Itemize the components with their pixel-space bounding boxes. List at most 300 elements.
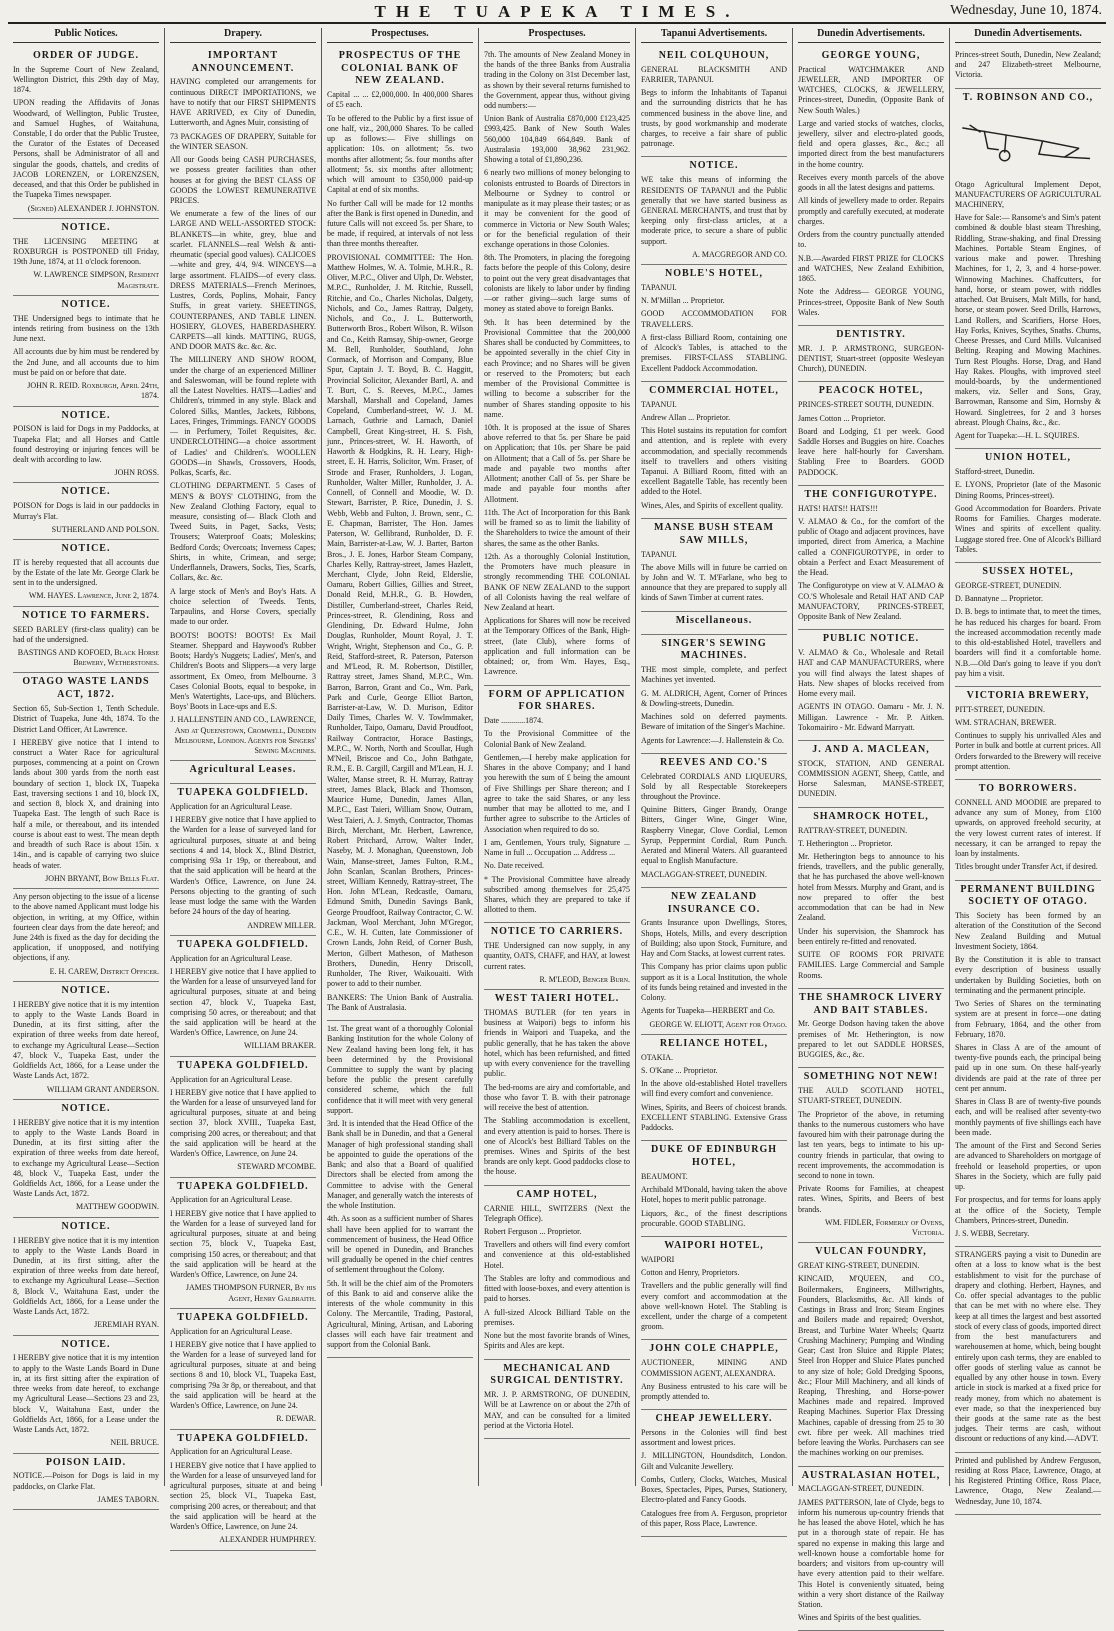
ad-paragraph: 1st. The great want of a thoroughly Colonial Banking Institution for the whole Colony of New Zealand having been long felt, it has been determined by the Provisional Committee to supply the want by placing before the public the present carefully considered scheme, which the full confidence that it will meet with very general support. — [327, 1024, 473, 1115]
advertisement-noble-s-hotel — [641, 265, 787, 382]
ad-paragraph: In the Supreme Court of New Zealand, Wellington District, this 29th day of May, 1874. — [13, 64, 159, 95]
ad-paragraph: By the Constitution it is able to transact every description of business usually undertaken by Building Societies, both on terminating and the permanent principle. — [955, 955, 1101, 995]
advertisement-notice — [13, 982, 159, 1100]
ad-paragraph: CARNIE HILL, SWITZERS (Next the Telegraph Office). — [484, 1203, 630, 1223]
ad-paragraph: AGENTS IN OTAGO. Oamaru - Mr. J. N. Milligan. Lawrence - Mr. P. Aitken. Tokomairiro - Mr. Edward Marryatt. — [798, 702, 944, 732]
ad-paragraph: I HEREBY give notice that it is my intention to apply to the Waste Lands Board in Dunedin, at its first sitting, after the expiration of three weeks from date hereof, to exchange my Agricultural Lease—Section 8, Block V., Waitahuna East, under the Goldfields Act, 1866, for a Lease under the Waste Lands Act, 1872. — [13, 1235, 159, 1317]
column-heading: Drapery. — [170, 28, 316, 43]
advertisement-notice — [13, 483, 159, 540]
advertisement-notice — [13, 1336, 159, 1454]
ad-paragraph: Any Business entrusted to his care will be promptly attended to. — [641, 1381, 787, 1401]
advertisement-continued — [484, 47, 630, 686]
ad-paragraph: Shares in Class B are of twenty-five pounds each, and will be realised after seventy-two monthly payments of five shillings each have been made. — [955, 1097, 1101, 1137]
ad-paragraph: Union Bank of Australia £870,000 £123,425 £993,425. Bank of New South Wales 560,000 104,849 664,849. Bank of Australasia 193,000 38,962 231,962. Showing a total of £1,890,236. — [484, 114, 630, 165]
ad-paragraph: MACLAGGAN-STREET, DUNEDIN. — [641, 869, 767, 879]
ad-paragraph: The amount of the First and Second Series are advanced to Shareholders on mortgage of freehold or leasehold properties, or upon Shares in the Society, which are fully paid up. — [955, 1141, 1101, 1192]
ad-paragraph: 12th. As a thoroughly Colonial Institution, the Promoters have much pleasure in strongly recommending THE COLONIAL BANK OF NEW ZEALAND to the support of all Colonists having the real welfare of New Zealand at heart. — [484, 551, 630, 612]
ad-title: AUSTRALASIAN HOTEL, — [801, 1469, 941, 1481]
ad-paragraph: Continues to supply his unrivalled Ales and Porter in bulk and bottle at current prices. All Orders forwarded to the Brewery will receive prompt attention. — [955, 731, 1101, 771]
ad-paragraph: A first-class Billiard Room, containing one of Alcock's Tables, is attached to the premises. FIRST-CLASS STABLING. Excellent Paddock Accommodation. — [641, 332, 787, 373]
ad-paragraph: Application for an Agricultural Lease. — [170, 1326, 292, 1336]
ad-paragraph: RATTRAY-STREET, DUNEDIN. — [798, 825, 908, 835]
advertisement-notice — [13, 219, 159, 296]
advertisement-victoria-brewery — [955, 687, 1101, 780]
ad-paragraph: I HEREBY give notice that I have applied to the Warden for a lease of unsurveyed land for agricultural purposes, situate at and being section 47, block V., Tuapeka East, comprising 50 acres, or thereabout; and that the said application will be heard at the Warden's Office, Lawrence, on June 24. — [170, 966, 316, 1038]
ad-paragraph: Private Rooms for Families, at cheapest rates. Wines, Spirits, and Beers of best brands. — [798, 1184, 944, 1214]
ad-title: FORM OF APPLICATION FOR SHARES. — [488, 688, 626, 713]
advertisement-continued — [955, 1247, 1101, 1452]
ad-paragraph: Mr. Hetherington begs to announce to his friends, travellers, and the public generally, that he has purchased the above well-known hotel from Messrs. Murphy and Grant, and is now prepared to offer the best accommodation that can be had in New Zealand. — [798, 851, 944, 923]
ad-paragraph: 9th. It has been determined by the Provisional Committee that the 200,000 Shares shall be conducted by Committees, to be appointed severally in the chief City in each Province; and no Shares will be given or reserved to the Promoters; but each member of the Provisional Committee is willing to become a subscriber for the number of Shares standing opposite to his name. — [484, 317, 630, 419]
advertisement-reeves-and-co-s — [641, 754, 787, 888]
ad-paragraph: No. Date received. — [484, 861, 544, 871]
ad-paragraph: Celebrated CORDIALS AND LIQUEURS, Sold by all Respectable Storekeepers throughout the Province. — [641, 771, 787, 802]
ad-paragraph: I HEREBY give notice that I intend to construct a Water Race for agricultural purposes, commencing at a point on Crown lands about 300 yards from the north east boundary of section 1, block IX, Tuapeka East, traversing sections 1 and 10, block IX, and section 8, block X, and draining into Tuapeka East. The length of such Race is half a mile, or thereabout, and its intended course is about east to west. The mean depth and breadth of such Race is about 15in. x 14in., and is capable of carrying two sluice heads of water. — [13, 737, 159, 870]
advertisement-to-borrowers — [955, 780, 1101, 880]
advertisement-continued — [13, 889, 159, 982]
advertisement-duke-of-edinburgh-hotel — [641, 1141, 787, 1237]
ad-paragraph: In the above old-established Hotel travellers will find every comfort and convenience. — [641, 1079, 787, 1099]
ad-paragraph: Combs, Cutlery, Clocks, Watches, Musical Boxes, Spectacles, Pipes, Purses, Stationery, Electro-plated and Fancy Goods. — [641, 1474, 787, 1505]
ad-paragraph: Mr. George Dodson having taken the above premises of Mr. Hetherington, is now prepared to let out SADDLE HORSES, BUGGIES, &c., &c. — [798, 1019, 944, 1060]
ad-paragraph: N.B.—Awarded FIRST PRIZE for CLOCKS and WATCHES, New Zealand Exhibition, 1865. — [798, 253, 944, 284]
ad-paragraph: SEED BARLEY (first-class quality) can be had of the undersigned. — [13, 624, 159, 644]
advertisement-notice-to-farmers — [13, 607, 159, 674]
column-2 — [165, 28, 322, 1545]
advertisement-notice — [13, 296, 159, 407]
masthead — [8, 2, 1106, 24]
advertisement-j-and-a-maclean — [798, 741, 944, 808]
ad-paragraph: J. S. WEBB, Secretary. — [955, 1229, 1030, 1238]
issue-date: Wednesday, June 10, 1874. — [950, 3, 1102, 18]
ad-title: TUAPEKA GOLDFIELD. — [177, 1059, 309, 1071]
column-heading: Tapanui Advertisements. — [641, 28, 787, 43]
ad-paragraph: Travellers and others will find every comfort and convenience at this old-established Hotel. — [484, 1240, 630, 1270]
ad-signature: STEWARD M'COMBE. — [237, 1162, 316, 1172]
ad-paragraph: This Society has been formed by an alteration of the Constitution of the Second New Zealand Building and Mutual Investment Society, 1864. — [955, 911, 1101, 951]
advertisement-tuapeka-goldfield — [170, 1430, 316, 1551]
column-container — [8, 28, 1106, 1623]
ad-signature: GEORGE W. ELIOTT, Agent for Otago. — [649, 1019, 787, 1029]
ad-paragraph: No further Call will be made for 12 months after the Bank is first opened in Dunedin, and future Calls will not exceed 5s. per Share, to be made, if required, at intervals of not less than three months thereafter. — [327, 198, 473, 249]
ad-paragraph: 11th. The Act of Incorporation for this Bank will be framed so as to limit the liability of the Shareholders to twice the amount of their shares, the same as the other Banks. — [484, 507, 630, 548]
advertisement-tuapeka-goldfield — [170, 784, 316, 936]
advertisement-something-not-new — [798, 1068, 944, 1243]
ad-paragraph: A full-sized Alcock Billiard Table on the premises. — [484, 1307, 630, 1327]
ad-paragraph: GEORGE-STREET, DUNEDIN. — [955, 580, 1062, 590]
ad-paragraph: All our Goods being CASH PURCHASES, we possess greater facilities than other houses at for giving the BEST CLASS OF GOODS the LOWEST REMUNERATIVE PRICES. — [170, 155, 316, 205]
ad-title: NEIL COLQUHOUN, — [658, 49, 770, 61]
ad-paragraph: KINCAID, M'QUEEN, and CO., Boilermakers, Engineers, Millwrights, Founders, Blacksmiths, &c. All kinds of Castings in Brass and Iron; Steam Engines and Boilers made and repaired; Overshot, Breast, and Turbine Water Wheels; Quartz Crushing Machinery; Pumping and Winding Gear; Cast Iron Sluice and Ripple Plates; Steel Iron Hopper and Sluice Plates punched to any size of hole; Gold Dredging Spoons, &c.; Flour Mill Machinery, and all kinds of Reaping, Threshing, and Horse-power Machines made and repaired. Improved Reaping Machines. Superior Flax Dressing Machines, capable of dressing from 25 to 30 cwt. fibre per week. All machines tried before leaving the Works. Purchasers can see the machines working on our premises. — [798, 1274, 944, 1458]
ad-title: Agricultural Leases. — [189, 764, 297, 776]
newspaper-title: THE TUAPEKA TIMES. — [374, 2, 740, 21]
ad-paragraph: Under his supervision, the Shamrock has been entirely re-fitted and renovated. — [798, 926, 944, 946]
ad-paragraph: J. MILLINGTON, Houndsditch, London. Gilt and Vulcanite Jewellery. — [641, 1451, 787, 1471]
ad-paragraph: Shares in Class A are of the amount of twenty-five pounds each, the principal being paid up in one sum. On these half-yearly dividends are paid at the rate of three per cent per annum. — [955, 1043, 1101, 1093]
ad-paragraph: THE Undersigned can now supply, in any quantity, OATS, CHAFF, and HAY, at lowest current rates. — [484, 941, 630, 971]
ad-paragraph: Gentlemen,—I hereby make application for Shares in the above Company; and I hand you herewith the sum of £ being the amount of Five Shillings per Share thereon; and I agree to take the said Shares, or any less number that may be allotted to me, and I further agree to subscribe to the Articles of Association when required to do so. — [484, 752, 630, 834]
ad-paragraph: GOOD ACCOMMODATION FOR TRAVELLERS. — [641, 309, 787, 329]
ad-title: PERMANENT BUILDING SOCIETY OF OTAGO. — [960, 883, 1096, 908]
ad-title: THE CONFIGUROTYPE. — [804, 488, 938, 500]
advertisement-camp-hotel — [484, 1186, 630, 1360]
advertisement-tuapeka-goldfield — [170, 1178, 316, 1309]
advertisement-george-young — [798, 47, 944, 326]
ad-paragraph: Large and varied stocks of watches, clocks, jewellery, silver and electro-plated goods, field and opera glasses, &c., &c.; all imported direct from the best manufacturers in the home country. — [798, 118, 944, 169]
ad-signature: WM. FIDLER, Formerly of Ovens, Victoria. — [825, 1217, 944, 1238]
ad-paragraph: I HEREBY give notice that it is my intention to apply to the Waste Lands Board in Dunedin, at its first sitting after the expiration of three weeks from date hereof, to exchange my Agricultural Lease—Section 48, block V., Tuapeka East, under the Goldfields Act, 1866, for a Lease under the Waste Lands Act, 1872. — [13, 1117, 159, 1199]
ad-paragraph: The Configurotype on view at V. ALMAO & CO.'S Wholesale and Retail HAT AND CAP MANUFACTORY, PRINCES-STREET, Opposite Bank of New Zealand. — [798, 581, 944, 622]
ad-paragraph: STOCK, STATION, AND GENERAL COMMISSION AGENT, Sheep, Cattle, and Horse Salesman, MANSE-STREET, DUNEDIN. — [798, 758, 944, 799]
ad-title: NOTICE. — [61, 1220, 111, 1232]
ad-paragraph: Application for an Agricultural Lease. — [170, 1074, 292, 1084]
advertisement-dentistry — [798, 326, 944, 383]
ad-title: TUAPEKA GOLDFIELD. — [177, 1432, 309, 1444]
ad-title: THE SHAMROCK LIVERY AND BAIT STABLES. — [799, 991, 943, 1016]
advertisement-poison-laid — [13, 1454, 159, 1511]
ad-title: NOTICE. — [689, 160, 739, 172]
advertisement-prospectus-of-the-colonial-bank-of-new-z — [327, 47, 473, 1021]
ad-paragraph: The bed-rooms are airy and comfortable, and those who favor T. B. with their patronage will receive the best of attention. — [484, 1082, 630, 1113]
advertisement-otago-waste-lands-act-1872 — [13, 673, 159, 889]
advertisement-t-robinson-and-co — [955, 89, 1101, 450]
advertisement-form-of-application-for-shares — [484, 686, 630, 924]
ad-title: NOTICE TO CARRIERS. — [490, 926, 624, 938]
ad-paragraph: POISON is laid for Dogs in my Paddocks, at Tuapeka Flat; and all Horses and Cattle found destroying or injuring fences will be dealt with according to law. — [13, 424, 159, 465]
ad-paragraph: Grants Insurance upon Dwellings, Stores, Shops, Hotels, Mills, and every description of Building; also upon Stock, Furniture, and Hay and Corn Stacks, at lowest current rates. — [641, 918, 787, 959]
ad-paragraph: Applications for Shares will now be received at the Temporary Offices of the Bank, High-street, (late Club), where forms of application and full information can be obtained; or, from Wm. Hayes, Esq., Lawrence. — [484, 616, 630, 677]
ad-paragraph: * The Provisional Committee have already subscribed among themselves for 25,475 Shares, which they are prepared to take if allotted to them. — [484, 874, 630, 915]
ad-paragraph: Begs to inform the Inhabitants of Tapanui and the surrounding districts that he has commenced business in the above line, and trusts, by good workmanship and moderate charges, to receive a fair share of public patronage. — [641, 88, 787, 149]
ad-paragraph: James Cotton ... Proprietor. — [798, 413, 886, 423]
advertisement-notice-to-carriers — [484, 923, 630, 990]
ad-paragraph: Capital ... ... £2,000,000. In 400,000 Shares of £5 each. — [327, 90, 473, 110]
ad-paragraph: Archibald M'Donald, having taken the above Hotel, hopes to merit public patronage. — [641, 1185, 787, 1205]
ad-title: PEACOCK HOTEL, — [818, 385, 924, 397]
column-heading: Prospectuses. — [484, 28, 630, 43]
ad-paragraph: I HEREBY give notice that I have applied to the Warden for a lease of surveyed land for agricultural purposes, situate at and being sections 8 and 10, block VI., Tuapeka East, comprising 79a 3r 8p, or thereabout, and that the said application will be heard at the Warden's Office, Lawrence, on June 24. — [170, 1339, 316, 1411]
ad-paragraph: The Stables are lofty and commodious and fitted with loose-boxes, and every attention is paid to horses. — [484, 1273, 630, 1304]
ad-signature: NEIL BRUCE. — [110, 1438, 159, 1448]
ad-paragraph: 8th. The Promoters, in placing the foregoing facts before the people of this Colony, desire to point out the very great disadvantages that colonists are likely to labor under by finding—or rather giving—such large sums of money as stated above to foreign Banks. — [484, 253, 630, 314]
ad-paragraph: 6 nearly two millions of money belonging to colonists entrusted to Boards of Directors in Melbourne or Sydney to control or manipulate as it may please their tastes; or as it may be convenient for the good of commerce in Victoria or New South Wales; or for the beneficial regulation of their exchange operations in those Colonies. — [484, 168, 630, 250]
ad-paragraph: To be offered to the Public by a first issue of one half, viz., 200,000 Shares. To be called up as follows:— Five shillings on application: 10s. on allotment; 5s. two months after allotment; 5s. four months after allotment; 5s. six months after allotment; which will amount to £350,000 paid-up Capital at end of six months. — [327, 113, 473, 195]
ad-title: TUAPEKA GOLDFIELD. — [177, 938, 309, 950]
ad-paragraph: Stafford-street, Dunedin. — [955, 467, 1035, 477]
ad-paragraph: THE AULD SCOTLAND HOTEL, STUART-STREET, DUNEDIN. — [798, 1086, 944, 1106]
ad-paragraph: HATS! HATS!! HATS!!! — [798, 503, 878, 513]
ad-title: NOTICE. — [61, 984, 111, 996]
advertisement-peacock-hotel — [798, 382, 944, 485]
ad-paragraph: PRINCES-STREET SOUTH, DUNEDIN. — [798, 400, 934, 410]
ad-signature: JOHN R. REID. Roxburgh, April 24th, 1874. — [27, 381, 159, 401]
advertisement-the-shamrock-livery-and-bait-stables — [798, 989, 944, 1069]
ad-paragraph: THE most simple, complete, and perfect Machines yet invented. — [641, 665, 787, 685]
ad-paragraph: PITT-STREET, DUNEDIN. — [955, 704, 1045, 714]
ad-paragraph: BEAUMONT. — [641, 1171, 688, 1181]
ad-title: PROSPECTUS OF THE COLONIAL BANK OF NEW ZEALAND. — [338, 49, 462, 87]
advertisement-commercial-hotel — [641, 382, 787, 519]
ad-paragraph: Orders from the country punctually attended to. — [798, 230, 944, 250]
ad-paragraph: The Proprietor of the above, in returning thanks to the numerous customers who have favoured him with their patronage during the last ten years, begs to intimate to his up-country friends in particular, that owing to recent improvements, the accommodation is second to none in town. — [798, 1109, 944, 1180]
ad-paragraph: UPON reading the Affidavits of Jonas Woodward, of Wellington, Public Trustee, and Samuel Hughes, of Waitahuna, Constable, I do order that the Public Trustee, the Curator of the Estates of Deceased Persons, shall be Administrator of all and singular the goods, chattels, and credits of JACOB LORENZEN, or LORENZSEN, deceased, and that this Order be published in the Tuapeka Times newspaper. — [13, 98, 159, 200]
ad-title: ORDER OF JUDGE. — [32, 49, 140, 61]
ad-paragraph: Application for an Agricultural Lease. — [170, 1447, 292, 1457]
ad-paragraph: BANKERS: The Union Bank of Australia. The Bank of Australasia. — [327, 992, 473, 1012]
advertisement-permanent-building-society-of-otago — [955, 881, 1101, 1248]
ad-paragraph: I am, Gentlemen, Yours truly, Signature ... Name in full ... Occupation ... Address ... — [484, 837, 630, 858]
ad-paragraph: TAPANUI. — [641, 282, 677, 292]
ad-paragraph: For prospectus, and for terms for loans apply at the office of the Society, Temple Chambers, Princes-street, Dunedin. — [955, 1195, 1101, 1225]
advertisement-reliance-hotel — [641, 1035, 787, 1141]
advertisement-manse-bush-steam-saw-mills — [641, 519, 787, 612]
ad-paragraph: D. Bannatyne ... Proprietor. — [955, 594, 1043, 604]
ad-signature: JOHN ROSS. — [114, 468, 159, 478]
ad-paragraph: MR. J. P. ARMSTRONG, OF DUNEDIN, Will be at Lawrence on or about the 27th of MAY, and can be consulted for a limited period at the Victoria Hotel. — [484, 1390, 630, 1430]
ad-signature: A. MACGREGOR AND CO. — [692, 249, 787, 259]
ad-paragraph: All kinds of jewellery made to order. Repairs promptly and carefully executed, at moderate charges. — [798, 196, 944, 226]
advertisement-tuapeka-goldfield — [170, 936, 316, 1057]
ad-title: NOTICE TO FARMERS. — [22, 609, 150, 621]
ad-paragraph: Quinine Bitters, Ginger Brandy, Orange Bitters, Ginger Wine, Ginger Wine, Raspberry Vinegar, Clove Cordial, Lemon Syrup, Peppermint Cordial, Rum Punch. Aerated and Mineral Waters. All guaranteed equal to English Manufacture. — [641, 805, 787, 866]
ad-title: TO BORROWERS. — [978, 783, 1078, 795]
ad-paragraph: Wines, Spirits, and Beers of choicest brands. EXCELLENT STABLING. Extensive Grass Paddocks. — [641, 1102, 787, 1133]
ad-signature: ANDREW MILLER. — [247, 920, 316, 930]
ad-title: IMPORTANT ANNOUNCEMENT. — [191, 49, 295, 74]
ad-paragraph: All accounts due by him must be rendered by the 2nd June, and all accounts due to him must be paid on or before that date. — [13, 347, 159, 377]
ad-signature: JAMES TABORN. — [97, 1494, 159, 1504]
ad-paragraph: The above Mills will in future be carried on by John and W. T. M'Farlane, who beg to announce that they are prepared to supply all kinds of Sawn Timber at current rates. — [641, 562, 787, 603]
advertisement-notice — [13, 1218, 159, 1336]
ad-title: NOTICE. — [61, 542, 111, 554]
ad-paragraph: Board and Lodging, £1 per week. Good Saddle Horses and Buggies on hire. Coaches leave here half-hourly for Caversham. Stabling Free to Boarders. GOOD PADDOCK. — [798, 426, 944, 477]
ad-paragraph: Princes-street South, Dunedin, New Zealand; and 247 Elizabeth-street Melbourne, Victoria. — [955, 49, 1101, 80]
ad-paragraph: Have for Sale:— Ransome's and Sim's patent combined & double blast steam Threshing, Riddling, Straw-shaking, and final Dressing Machines. Portable Steam Engines, of various make and power. Threshing Machines, for 1, 2, 3, and 4 horse-power. Winnowing Machines. Chaffcutters, for hand, horse, or steam power, with riddles attached. Oat Bruisers, Malt Mills, for hand, horse, or steam power. Seed Drills, Harrows, Land Rollers, and Scarifiers, Horse Hoes, Hay Forks, Knives, Scythes, Snaths. Churns, Cheese Presses, and Curd Mills. Vulcanised Belting. Reaping and Mowing Machines. Turn Rest Ploughs. Horse, Drag, and Hand Hay Rakes. Ploughs, with improved steel mould-boards, by the undermentioned makers, viz. Seller and Sons, Gray, Barrowman, Ransome and Sim, Hornsby & Howard. Singletrees, for 2 and 3 horses abreast. Plough Chains, &c., &c. — [955, 213, 1101, 427]
ad-signature: JOHN BRYANT, Bow Bells Flat. — [45, 873, 159, 883]
ad-paragraph: I HEREBY give notice that I have applied to the Warden for a lease of unsurveyed land for agricultural purposes, situate at and being section 37, block XVIII., Tuapeka East, comprising 200 acres, or thereabout; and that the said application will be heard at the Warden's Office, Lawrence, on June 24. — [170, 1087, 316, 1159]
ad-signature: JEREMIAH RYAN. — [94, 1320, 159, 1330]
ad-paragraph: The MILLINERY AND SHOW ROOM, under the charge of an experienced Milliner and Saleswoman, will be found replete with all the Latest Novelties. HATS—Ladies' and Children's, trimmed in any style. Black and Colored Silks, Mantles, Jackets, Ribbons, Laces, Fringes, Trimmings. FANCY GOODS — in Perfumery, Toilet Requisites, &c. UNDERCLOTHING—a choice assortment of Ladies' and Children's. WOOLLEN GOODS—in Shawls, Crossovers, Hoods, Polkas, Scarfs, &c. — [170, 355, 316, 478]
ad-paragraph: I HEREBY give notice that it is my intention to apply to the Waste Lands Board in Dunedin, at its first sitting, after the expiration of three weeks from date hereof, to exchange my Agricultural Lease—Section 47, block V., Tuapeka East, under the Goldfields Act, 1866, for a Lease under the Waste Lands Act, 1872. — [13, 999, 159, 1081]
ad-paragraph: T. Hetherington ... Proprietor. — [798, 838, 893, 848]
ad-title: UNION HOTEL, — [985, 452, 1071, 464]
ad-title: GEORGE YOUNG, — [821, 49, 921, 61]
ad-title: NOTICE. — [61, 409, 111, 421]
ad-paragraph: OTAKIA. — [641, 1052, 674, 1062]
ad-paragraph: BOOTS! BOOTS! BOOTS! Ex Mail Steamer. Sheppard and Haywood's Rubber Boots; Hardy's Nuggets; Ladies', Men's, and Children's Boots and Slippers—a very large assortment, Ex Omeo, from Melbourne. 3 Cases Colonial Boots, equal to bespoke, in Men's Watertights, Lace-ups, and Blüchers. Boys' Boots in Lace-ups and E.S. — [170, 630, 316, 712]
ad-paragraph: CONNELL AND MOODIE are prepared to advance any sum of Money, from £100 upwards, on approved freehold security, at the very lowest current rates of interest. If necessary, it can be arranged to repay the loan by instalments. — [955, 797, 1101, 859]
ad-title: COMMERCIAL HOTEL, — [649, 384, 779, 396]
ad-title: NOTICE. — [61, 1338, 111, 1350]
ad-signature: (Signed) ALEXANDER J. JOHNSTON. — [27, 203, 159, 213]
ad-paragraph: Good Accommodation for Boarders. Private Rooms for Families. Charges moderate. Wines and spirits of excellent quality. Luggage stored free. One of Alcock's Billiard Tables. — [955, 503, 1101, 554]
ad-title: SOMETHING NOT NEW! — [803, 1071, 939, 1083]
ad-signature: BASTINGS AND KOFOED, Black Horse Brewery, Wetherstones. — [17, 647, 159, 668]
ad-paragraph: Agents for Lawrence:—J. Hallenstein & Co. — [641, 735, 784, 745]
ad-paragraph: This Hotel sustains its reputation for comfort and attention, and is replete with every accommodation, and specially recommends itself to travellers and others visiting Tapanui. A Billiard Room, fitted with an excellent Bagatelle Table, has recently been added to the Hotel. — [641, 426, 787, 497]
advertisement-the-configurotype — [798, 486, 944, 630]
ad-paragraph: TAPANUI. — [641, 549, 677, 559]
advertisement-australasian-hotel — [798, 1467, 944, 1631]
ad-paragraph: 10th. It is proposed at the issue of Shares above referred to that 5s. per Share be paid on Application; that 10s. per Share be paid on Allotment; that a Call of 5s. per Share be made and payable two months after Allotment; another Call of 5s. per Share be made and payable four months after Allotment. — [484, 423, 630, 504]
ad-title: RELIANCE HOTEL, — [659, 1037, 769, 1049]
ad-signature: WM. HAYES. Lawrence, June 2, 1874. — [28, 591, 159, 601]
ad-paragraph: Application for an Agricultural Lease. — [170, 801, 292, 811]
ad-paragraph: Catalogues free from A. Ferguson, proprietor of this paper, Ross Place, Lawrence. — [641, 1508, 787, 1528]
ad-paragraph: Application for an Agricultural Lease. — [170, 1195, 292, 1205]
column-1 — [8, 28, 165, 1504]
ad-paragraph: Wines and Spirits of the best qualities. — [798, 1613, 921, 1623]
ad-paragraph: Section 65, Sub-Section 1, Tenth Schedule. District of Tuapeka, June 4th, 1874. To the District Land Officer, At Lawrence. — [13, 704, 159, 734]
ad-paragraph: 5th. It will be the chief aim of the Promoters of this Bank to aid and conserve alike the interests of the whole community in this Colony. The Mercantile, Trading, Pastoral, Agricultural, Mining, Artisan, and Laboring classes will each have fair treatment and support from the Colonial Bank. — [327, 1278, 473, 1350]
advertisement-new-zealand-insurance-co — [641, 888, 787, 1035]
ad-paragraph: 3rd. It is intended that the Head Office of the Bank shall be in Dunedin, and that a General Manager of high professional standing shall be appointed to guide the operations of the Bank; and also that a Board of qualified Directors shall be elected from among the Committee to advise with the General Manager, and generally watch the interests of the whole Institution. — [327, 1119, 473, 1211]
advertisement-cheap-jewellery — [641, 1410, 787, 1537]
ad-signature: E. H. CAREW, District Officer. — [49, 966, 159, 976]
column-5 — [636, 28, 793, 1528]
ad-paragraph: AUCTIONEER, MINING AND COMMISSION AGENT, ALEXANDRA. — [641, 1358, 787, 1378]
ad-title: MANSE BUSH STEAM SAW MILLS, — [654, 521, 774, 546]
ad-paragraph: STRANGERS paying a visit to Dunedin are often at a loss to know what is the best establishment to visit for the purchase of drapery and clothing. Herbert, Haynes, and Co. offer special advantages to the public that can be met with no where else. They keep at all times the largest and best assorted stock of every class of goods, imported direct from the best manufacturers and warehousemen at home, which, being bought entirely upon cash terms, they are enabled to offer goods of sterling value as cannot be equalled by any other house in town. Every article in stock is marked at a fixed price for ready money, from which no abatement is ever made, so that the inexperienced buy their goods at the same rate as the best judges. Their terms are cash, without discount or reductions of any kind.—ADVT. — [955, 1250, 1101, 1444]
ad-paragraph: THE LICENSING MEETING at ROXBURGH is POSTPONED till Friday, 19th June, 1874, at 11 o'clock forenoon. — [13, 236, 159, 267]
ad-paragraph: None but the most favorite brands of Wines, Spirits and Ales are kept. — [484, 1331, 630, 1351]
advertisement-vulcan-foundry — [798, 1243, 944, 1466]
advertisement-union-hotel — [955, 449, 1101, 563]
advertisement-waipori-hotel — [641, 1237, 787, 1340]
ad-paragraph: I HEREBY give notice that I have applied to the Warden for a lease of surveyed land for agricultural purposes, situate at and being sections 4 and 14, block X., Blind District, comprising 93a 1r 19p, or thereabout, and that the said application will be heard at the Warden's Office, Lawrence, on June 24. Persons objecting to the granting of such lease must lodge the same with the Warden before 24 hours of the day of hearing. — [170, 815, 316, 917]
advertisement-tuapeka-goldfield — [170, 1309, 316, 1430]
ad-title: TUAPEKA GOLDFIELD. — [177, 1180, 309, 1192]
advertisement-notice — [13, 540, 159, 607]
advertisement-notice — [13, 407, 159, 484]
column-heading: Prospectuses. — [327, 28, 473, 43]
ad-signature: R. M'LEOD, Benger Burn. — [539, 974, 630, 984]
ad-signature: ALEXANDER HUMPHREY. — [219, 1535, 316, 1545]
ad-paragraph: E. LYONS, Proprietor (late of the Masonic Dining Rooms, Princes-street). — [955, 480, 1101, 500]
ad-paragraph: 4th. As soon as a sufficient number of Shares shall have been applied for to warrant the commencement of business, the Head Office will be opened in Dunedin, and Branches will gradually be opened in the chief centres of settlement throughout the Colony. — [327, 1214, 473, 1275]
ad-paragraph: We enumerate a few of the lines of our LARGE AND WELL-ASSORTED STOCK: BLANKETS—in white, grey, blue and scarlet. FLANNELS—real Welsh & anti-rheumatic (special good values). CALICOES—white and grey, 4/4, 9/4. WINCEYS—a large assortment. FLAIDS—of every class. DRESS MATERIALS—French Merinoes, Lustres, Cords, Poplins, Mohair, Fancy Stuffs, in great variety. SHEETINGS, COUNTERPANES, AND TABLE LINEN. HOSIERY, GLOVES, HABERDASHERY. CARPETS—all kinds. MATTING, RUGS, AND DOOR MATS &c. &c. &c. — [170, 209, 316, 352]
ad-title: CHEAP JEWELLERY. — [655, 1413, 773, 1425]
ad-paragraph: Any person objecting to the issue of a license to the above named Applicant must lodge his objection, in writing, at my Office, within fourteen clear days from the date hereof; and June 24th is fixed as the day for deciding the application, if unopposed, and notifying objections, if any. — [13, 892, 159, 963]
advertisement-public-notice — [798, 630, 944, 741]
column-heading: Public Notices. — [13, 28, 159, 43]
ad-title: NOTICE. — [61, 298, 111, 310]
ad-paragraph: WM. STRACHAN, BREWER. — [955, 718, 1057, 727]
ad-paragraph: GENERAL BLACKSMITH AND FARRIER, TAPANUI. — [641, 64, 787, 84]
ad-signature: JAMES THOMPSON FURNER, By his Agent, Henry Galbraith. — [185, 1283, 316, 1303]
ad-paragraph: Application for an Agricultural Lease. — [170, 953, 292, 963]
ad-paragraph: NOTICE.—Poison for Dogs is laid in my paddocks, on Clarke Flat. — [13, 1471, 159, 1491]
ad-paragraph: Wines, Ales, and Spirits of excellent quality. — [641, 500, 784, 510]
ad-paragraph: Otago Agricultural Implement Depot, MANUFACTURERS OF AGRICULTURAL MACHINERY, — [955, 179, 1101, 209]
ad-paragraph: Printed and published by Andrew Ferguson, residing at Ross Place, Lawrence, Otago, at his Registered Printing Office, Ross Place, Lawrence, Otago, New Zealand.—Wednesday, June 10, 1874. — [955, 1455, 1101, 1506]
advertisement-sussex-hotel — [955, 563, 1101, 687]
ad-signature: R. DEWAR. — [276, 1414, 316, 1424]
column-heading: Dunedin Advertisements. — [798, 28, 944, 43]
ad-paragraph: Titles brought under Transfer Act, if desired. — [955, 862, 1098, 872]
advertisement-order-of-judge — [13, 47, 159, 219]
ad-paragraph: G. M. ALDRICH, Agent, Corner of Princes & Dowling-streets, Dunedin. — [641, 688, 787, 708]
ad-paragraph: Agents for Tuapeka—HERBERT and Co. — [641, 1006, 775, 1016]
ad-paragraph: Note the Address— GEORGE YOUNG, Princes-street, Opposite Bank of New South Wales. — [798, 287, 944, 317]
advertisement-agricultural-leases — [170, 761, 316, 784]
ad-paragraph: Andrew Allan ... Proprietor. — [641, 412, 731, 422]
ad-paragraph: Cotton and Henry, Proprietors. — [641, 1268, 740, 1278]
ad-signature: WILLIAM BRAKER. — [244, 1041, 316, 1051]
ad-title: SINGER'S SEWING MACHINES. — [661, 637, 767, 662]
advertisement-continued — [955, 47, 1101, 89]
ad-paragraph: 7th. The amounts of New Zealand Money in the hands of the three Banks from Australia trading in the Colony on 31st December last, as shown by their several returns furnished to the Government, appear thus, without giving odd numbers:— — [484, 49, 630, 110]
ad-paragraph: Practical WATCHMAKER AND JEWELLER, AND IMPORTER OF WATCHES, CLOCKS, & JEWELLERY, Princes-street, Dunedin, (Opposite Bank of New South Wales.) — [798, 64, 944, 115]
ad-paragraph: Persons in the Colonies will find best assortment and lowest prices. — [641, 1428, 787, 1448]
ad-signature: W. LAWRENCE SIMPSON, Resident Magistrate. — [33, 270, 159, 290]
column-6 — [793, 28, 950, 1623]
ad-paragraph: S. O'Kane ... Proprietor. — [641, 1065, 718, 1075]
ad-paragraph: A large stock of Men's and Boy's Hats. A choice selection of Tweeds. Tents, Tarpaulins, and Horse Covers, specially made to our order. — [170, 586, 316, 627]
ad-paragraph: V. ALMAO & Co., for the comfort of the public of Otago and adjacent provinces, have imported, direct from America, a Machine called a CONFIGUROTYPE, in order to obtain a Perfect and Exact Measurement of the Head. — [798, 516, 944, 578]
ad-title: OTAGO WASTE LANDS ACT, 1872. — [22, 676, 150, 701]
ad-title: J. AND A. MACLEAN, — [812, 743, 930, 755]
ad-title: JOHN COLE CHAPPLE, — [649, 1343, 779, 1355]
ad-signature: MATTHEW GOODWIN. — [76, 1202, 159, 1212]
ad-paragraph: Liquors, &c., of the finest descriptions procurable. GOOD STABLING. — [641, 1208, 787, 1228]
ad-paragraph: PROVISIONAL COMMITTEE: The Hon. Matthew Holmes, W. A. Tolmie, M.H.R., R. Oliver, M.P.C., Oliver and Ulph, Dr. Webster, M.P.C., Runholder, J. M. Ritchie, Russell, Ritchie, and Co., Charles Nicholas, Dalgety, Nichols, and Co., James Rattray, Dalgety, Nichols, and Co., J. L. Butterworth, Butterworth Bros., Robert Wilson, R. Wilson and Co., Keith Ramsay, Ship-owner, George M. Bell, Runholder, Southland, John Cormack, of Morrison and Company, Blue Spur, Captain J. T. Boyd, B. C. Haggitt, Provincial Solicitor, Alexander Bartl, A. and T. Burt, C. S. Reeves, M.P.C., James Marshall, Marshall and Copeland, James Copeland, Cumberland-street, W. J. M. Larnach, Guthrie and Larnach, Daniel Campbell, Great King-street, H. S. Fish, junr., Princes-street, W. H. Haworth, of Haworth & Hodgkins, R. H. Leary, High-street, E. H. Harris, Solicitor, Wm. Fraser, of Strode and Fraser, Runholders, J. Logan, Runholder, Walter Miller, Runholder, J. A. Connell, of Connell and Moodie, W. D. Stewart, Barrister, P. Rice, Dunedin, J. S. Webb, Webb and Fulton, J. Brown, senr., C. E. Chapman, Barrister, The Hon. James Paterson, W. Gellibrand, Runholder, D. F. Main, Barrister-at-Law, W. J. Barter, Barton Bros., J. E. Jones, Harbor Steam Company, Charles Kelly, Rattray-street, James Hazlett, Merchant, Clyde, John Reid, Elderslie, Oamaru, Robert Gillies, Gillies and Street, Donald Reid, M.H.R., G. B. Howden, Distiller, Cumberland-street, Charles Reid, Princes-street, R. Glendining, Ross and Glendining, Dr. Edward Hulme, John Douglas, Runholder, Mount Royal, J. T. Wright, Wright, Stephenson and Co., G. P. Reid, Stafford-street, R. Paterson, Paterson and M'Leod, R. M. Robertson, Distiller, Rattray street, James Shand, M.P.C., Wm. Barron, Barron, Grant and Co., Wm. Park, Park and Curle, George Elliot Barton, Barrister-at-Law, W. D. Murison, Editor Daily Times, Charles W. V. Towlmmaker, Runholder, Taipo, Oamaru, David Proudfoot, Railway Contractor, Horace Bastings, M.P.C., W. North, North and Scoullar, Hugh M'Neil, Briscoe and Co., John Bathgate, R.M., E. B. Cargill, Cargill and M'Lean, H. J. Walter, Manse street, R. H. Murray, Rattray street, James Black, Black and Thomson, Maurice Hume, Dunedin, James Allan, M.P.C., East Taieri, William Snow, Outram, West Taieri, A. J. Smyth, Contractor, Thomas Birch, Merchant, Mr. Herbert, Lawrence, Robert Pritchard, Arrow, Walter Inder, Naseby, M. J. Monaghan, Queenstown, Job Wain, Manse-street, James Fulton, R.M., John Scanlan, Scanlan Brothers, Princes-street, William Kennedy, Rattray-street, The Hon. John M'Lean, Redcastle, Oamaru, Edmund Smith, Dunedin Savings Bank, George Proudfoot, Railway Contractor, C. W. Jackman, Wool Merchant, John M'Gregor, C.E., W. H. Cutten, late Commissioner of Crown Lands, John Reid, of Corner Bush, Merton, Gilbert Matheson, of Matheson Brothers, Dunedin, Henry Driscoll, Runholder, The River, Waikouaiti. With power to add to their number. — [327, 252, 473, 989]
advertisement-miscellaneous — [641, 612, 787, 635]
ad-title: TUAPEKA GOLDFIELD. — [177, 1311, 309, 1323]
ad-title: NOTICE. — [61, 486, 111, 498]
ad-title: DUKE OF EDINBURGH HOTEL, — [650, 1144, 778, 1169]
ad-paragraph: THE Undersigned begs to intimate that he intends retiring from business on the 13th June next. — [13, 313, 159, 344]
advertisement-mechanical-and-surgical-dentistry — [484, 1360, 630, 1440]
ad-paragraph: Receives every month parcels of the above goods in all the latest designs and patterns. — [798, 172, 944, 193]
ad-paragraph: I HEREBY give notice that it is my intention to apply to the Waste Lands Board in Dune in, at its first sitting after the expiration of three weeks from date hereof, to exchange my Agricultural Lease—Sections 23 and 23, block V., Waitahuna East, under the Goldfields Act, 1866, for a Lease under the Waste Lands Act, 1872. — [13, 1353, 159, 1435]
ad-paragraph: WE take this means of informing the RESIDENTS OF TAPANUI and the Public generally that we have started business as GENERAL MERCHANTS, and trust that by keeping only first-class articles, at a moderate price, to secure a share of public support. — [641, 175, 787, 246]
ad-title: POISON LAID. — [45, 1456, 127, 1468]
ad-paragraph: TAPANUI. — [641, 399, 677, 409]
ad-title: VICTORIA BREWERY, — [966, 689, 1090, 701]
advertisement-important-announcement — [170, 47, 316, 762]
ad-title: SUSSEX HOTEL, — [982, 566, 1074, 578]
ad-paragraph: Agent for Tuapeka:—H. L. SQUIRES. — [955, 431, 1080, 441]
ad-title: NOBLE'S HOTEL, — [665, 268, 763, 280]
ad-title: WEST TAIERI HOTEL. — [494, 993, 620, 1005]
advertisement-notice — [641, 157, 787, 265]
ad-title: NEW ZEALAND INSURANCE CO. — [667, 890, 761, 915]
ad-paragraph: To the Provisional Committee of the Colonial Bank of New Zealand. — [484, 729, 630, 749]
advertisement-neil-colquhoun — [641, 47, 787, 158]
ad-paragraph: HAVING completed our arrangements for continuous DIRECT IMPORTATIONS, we have to notify that our FIRST SHIPMENTS HAVE ARRIVED, ex City of Dunedin, Lutterworth, and Agnes Muir, consisting of — [170, 77, 316, 128]
ad-paragraph: V. ALMAO & Co., Wholesale and Retail HAT and CAP MANUFACTURERS, where you will find always the latest shapes of Hats. New shapes of blocks received from Home every mail. — [798, 648, 944, 699]
advertisement-notice — [13, 1100, 159, 1218]
ad-paragraph: Machines sold on deferred payments. Beware of imitation of the Singer's Machine. — [641, 712, 787, 732]
ad-title: WAIPORI HOTEL, — [664, 1240, 764, 1252]
ad-paragraph: This Company has prior claims upon public support as it is a Local Institution, the whole of its funds being retained and invested in the Colony. — [641, 962, 787, 1003]
advertisement-continued — [327, 1021, 473, 1358]
ad-paragraph: N. M'Millan ... Proprietor. — [641, 296, 725, 306]
ad-title: VULCAN FOUNDRY, — [815, 1246, 927, 1258]
ad-title: DENTISTRY. — [836, 328, 906, 340]
ad-title: Miscellaneous. — [675, 614, 753, 626]
ad-paragraph: The Stabling accommodation is excellent, and every attention is paid to horses. There is one of Alcock's best Billiard Tables on the premises. Wines and Spirits of the best brands are only kept. Good paddocks close to the house. — [484, 1116, 630, 1177]
ad-title: SHAMROCK HOTEL, — [813, 810, 929, 822]
advertisement-john-cole-chapple — [641, 1340, 787, 1410]
ad-title: MECHANICAL AND SURGICAL DENTISTRY. — [490, 1362, 624, 1387]
ad-paragraph: I HEREBY give notice that I have applied to the Warden for a lease of surveyed land for agricultural purposes, situate at and being section 75, block V., Tuapeka East, comprising 150 acres, or thereabout; and that the said application will be heard at the Warden's Office, Lawrence, on June 24. — [170, 1208, 316, 1280]
column-3 — [322, 28, 479, 1486]
ad-paragraph: Robert Ferguson ... Proprietor. — [484, 1226, 582, 1236]
ad-paragraph: SUITE OF ROOMS FOR PRIVATE FAMILIES. Large Commercial and Sample Rooms. — [798, 950, 944, 980]
ad-title: TUAPEKA GOLDFIELD. — [177, 787, 309, 799]
